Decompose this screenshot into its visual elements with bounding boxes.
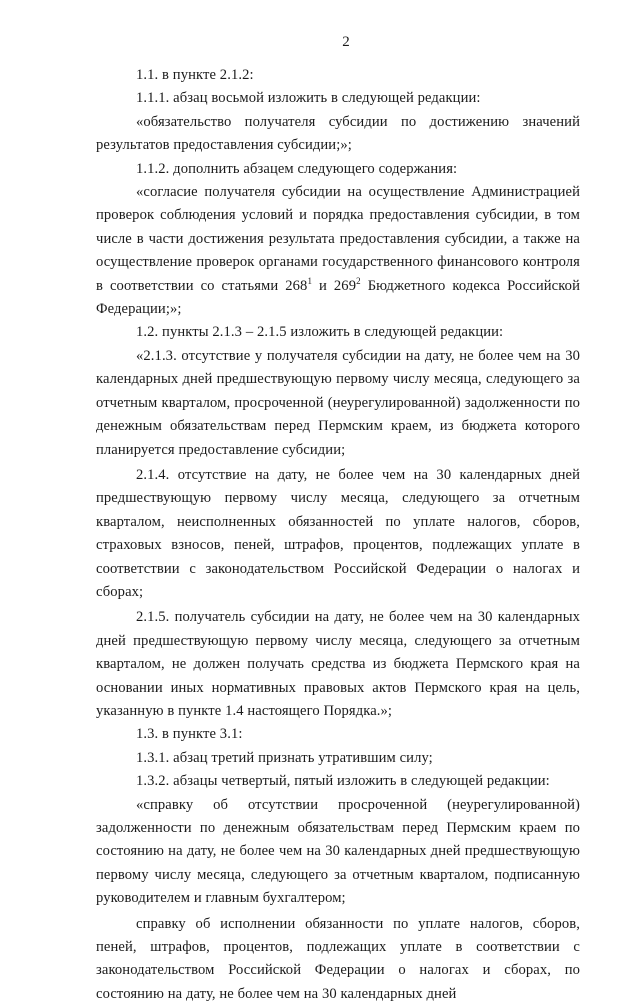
paragraph-debt-certificate: «справку об отсутствии просроченной (неурегулированной) задолженности по денежным обязательствам перед Пермским краем по состоянию на дату, не более чем на 30 календарных дней предшествующую первому числу месяца, следующего за отчетным кварталом, подписанную руководителем и главным бухгалтером;	[96, 796, 580, 907]
paragraph-obligation: «обязательство получателя субсидии по достижению значений результатов предоставления субсидии;»;	[96, 113, 580, 154]
consent-text-after: Бюджетного кодекса Российской Федерации;»;	[96, 277, 580, 318]
paragraph-1-3: 1.3. в пункте 3.1:	[136, 726, 243, 743]
paragraph-1-2: 1.2. пункты 2.1.3 – 2.1.5 изложить в следующей редакции:	[136, 324, 504, 341]
paragraph-1-1-2: 1.1.2. дополнить абзацем следующего содержания:	[136, 160, 458, 177]
consent-text-before: «согласие получателя субсидии на осуществление Администрацией проверок соблюдения условий и порядка предоставления субсидии, в том числе в части достижения результата предоставления субсидии, а также на осуществление проверок органами государственного финансового контроля в соответствии со статьями 268	[96, 184, 580, 294]
paragraph-1-1-1: 1.1.1. абзац восьмой изложить в следующей редакции:	[136, 90, 481, 107]
superscript-2: 2	[356, 275, 361, 286]
page-number: 2	[342, 34, 350, 50]
paragraph-tax-certificate: справку об исполнении обязанности по уплате налогов, сборов, пеней, штрафов, процентов, подлежащих уплате в соответствии с законодательством Российской Федерации о налогах и сборах, по состоянию на дату, не более чем на 30 календарных дней	[96, 915, 580, 1002]
paragraph-2-1-4: 2.1.4. отсутствие на дату, не более чем на 30 календарных дней предшествующую первому числу месяца, следующего за отчетным кварталом, неисполненных обязанностей по уплате налогов, сборов, страховых взносов, пеней, штрафов, процентов, подлежащих уплате в соответствии с законодательством Российской Федерации о налогах и сборах;	[96, 466, 580, 600]
paragraph-2-1-5: 2.1.5. получатель субсидии на дату, не более чем на 30 календарных дней предшествующую первому числу месяца, следующего за отчетным кварталом, не должен получать средства из бюджета Пермского края на основании иных нормативных правовых актов Пермского края на цель, указанную в пункте 1.4 настоящего Порядка.»;	[96, 609, 580, 719]
paragraph-1-3-1: 1.3.1. абзац третий признать утратившим силу;	[136, 749, 433, 766]
paragraph-1-1: 1.1. в пункте 2.1.2:	[136, 67, 254, 83]
paragraph-consent	[96, 181, 580, 321]
superscript-1: 1	[307, 275, 313, 286]
paragraph-1-3-2: 1.3.2. абзацы четвертый, пятый изложить в следующей редакции:	[136, 773, 550, 790]
consent-text-middle: и 269	[312, 277, 357, 294]
paragraph-2-1-3: «2.1.3. отсутствие у получателя субсидии на дату, не более чем на 30 календарных дней предшествующую первому числу месяца, следующего за отчетным кварталом, просроченной (неурегулированной) задолженности по денежным обязательствам перед Пермским краем, из бюджета которого планируется предоставление субсидии;	[96, 347, 580, 458]
